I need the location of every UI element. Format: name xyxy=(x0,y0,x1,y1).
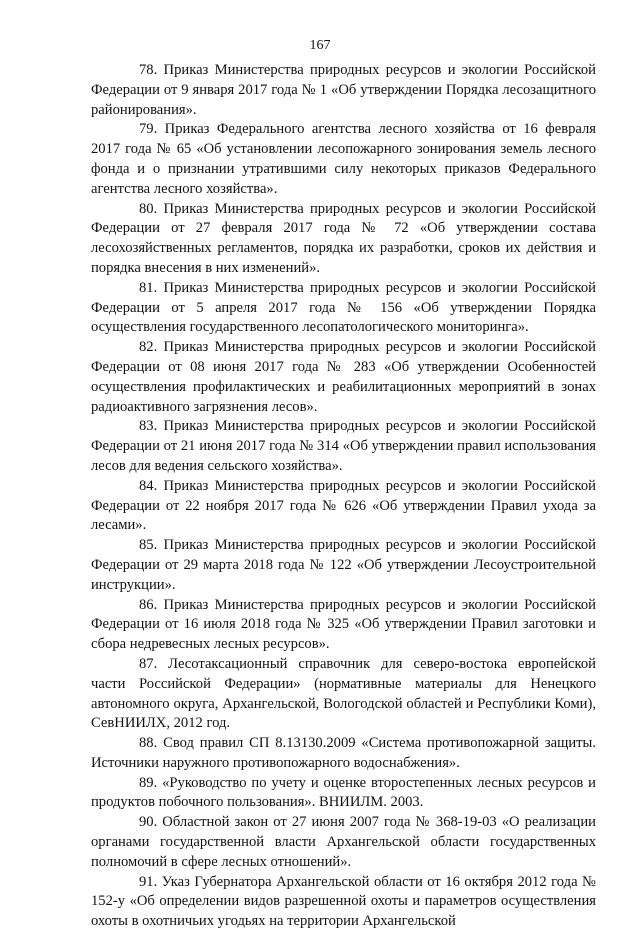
reference-item-80: 80. Приказ Министерства природных ресурсов и экологии Российской Федерации от 27 февраля 2017 года № 72 «Об утверждении состава лесохозяйственных регламентов, порядка их разработки, сроков их действия и порядка внесения в них изменений». xyxy=(91,200,596,276)
reference-item-78: 78. Приказ Министерства природных ресурсов и экологии Российской Федерации от 9 января 2017 года № 1 «Об утверждении Порядка лесозащитного районирования». xyxy=(91,62,596,118)
reference-item-86: 86. Приказ Министерства природных ресурсов и экологии Российской Федерации от 16 июля 2018 года № 325 «Об утверждении Правил заготовки и сбора недревесных лесных ресурсов». xyxy=(91,596,596,653)
reference-item-79: 79. Приказ Федерального агентства лесного хозяйства от 16 февраля 2017 года № 65 «Об установлении лесопожарного зонирования земель лесного фонда и о признании утратившими силу некоторых приказов Федерального агентства лесного хозяйства». xyxy=(91,121,596,197)
reference-item-91: 91. Указ Губернатора Архангельской области от 16 октября 2012 года № 152-у «Об определении видов разрешенной охоты и параметров осуществления охоты в охотничьих угодьях на территории Архангельской xyxy=(91,873,596,930)
reference-item-83: 83. Приказ Министерства природных ресурсов и экологии Российской Федерации от 21 июня 2017 года № 314 «Об утверждении правил использования лесов для ведения сельского хозяйства». xyxy=(91,418,596,474)
reference-item-85: 85. Приказ Министерства природных ресурсов и экологии Российской Федерации от 29 марта 2018 года № 122 «Об утверждении Лесоустроительной инструкции». xyxy=(91,537,596,593)
page-number: 167 xyxy=(309,38,331,53)
reference-item-90: 90. Областной закон от 27 июня 2007 года № 368-19-03 «О реализации органами государственной власти Архангельской области государственных полномочий в сфере лесных отношений». xyxy=(91,814,596,870)
reference-item-84: 84. Приказ Министерства природных ресурсов и экологии Российской Федерации от 22 ноября 2017 года № 626 «Об утверждении Правил ухода за лесами». xyxy=(91,477,596,534)
reference-item-82: 82. Приказ Министерства природных ресурсов и экологии Российской Федерации от 08 июня 2017 года № 283 «Об утверждении Особенностей осуществления профилактических и реабилитационных мероприятий в зонах радиоактивного загрязнения лесов». xyxy=(91,339,596,415)
reference-list xyxy=(91,61,596,932)
reference-item-88: 88. Свод правил СП 8.13130.2009 «Система противопожарной защиты. Источники наружного противопожарного водоснабжения». xyxy=(91,735,596,771)
reference-item-81: 81. Приказ Министерства природных ресурсов и экологии Российской Федерации от 5 апреля 2017 года № 156 «Об утверждении Порядка осуществления государственного лесопатологического мониторинга». xyxy=(91,279,596,336)
reference-item-87: 87. Лесотаксационный справочник для северо-востока европейской части Российской Федерации» (нормативные материалы для Ненецкого автономного округа, Архангельской, Вологодской областей и Республики Коми), СевНИИЛХ, 2012 год. xyxy=(91,655,596,732)
reference-item-89: 89. «Руководство по учету и оценке второстепенных лесных ресурсов и продуктов побочного пользования». ВНИИЛМ. 2003. xyxy=(91,774,596,811)
